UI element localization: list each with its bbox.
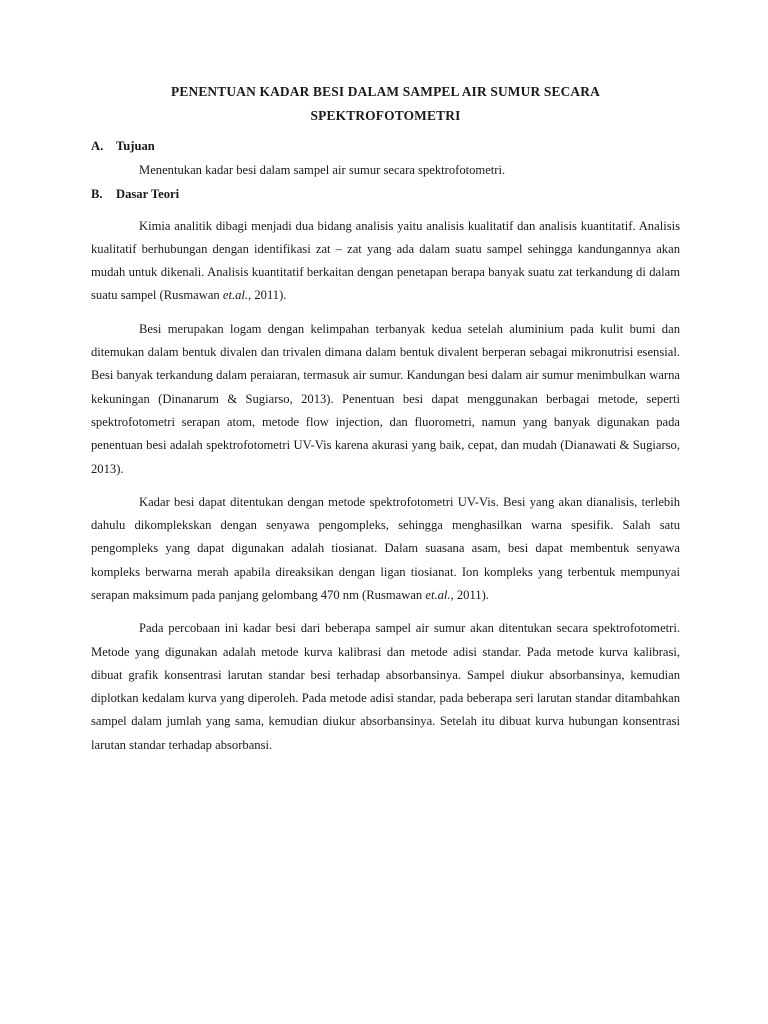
tujuan-body-text: Menentukan kadar besi dalam sampel air sumur secara spektrofotometri.: [139, 162, 506, 177]
paragraph-text-part-1: Kadar besi dapat ditentukan dengan metode spektrofotometri UV-Vis. Besi yang akan dianalisis, terlebih dahulu dikomplekskan dengan senyawa pengompleks, sehingga menghasilkan warna spesifik. Salah satu pengompleks yang dapat digunakan adalah tiosianat. Dalam suasana asam, besi dapat membentuk senyawa kompleks berwarna merah apabila direaksikan dengan ligan tiosianat. Ion kompleks yang terbentuk mempunyai serapan maksimum pada panjang gelombang 470 nm (Rusmawan: [91, 494, 680, 602]
section-label-dasar-teori: Dasar Teori: [116, 186, 180, 201]
paragraph-text-part-1: Kimia analitik dibagi menjadi dua bidang analisis yaitu analisis kualitatif dan analisis kuantitatif. Analisis kualitatif berhubungan dengan identifikasi zat – zat yang ada dalam suatu sampel sehingga kandungannya akan mudah untuk dikenali. Analisis kuantitatif berkaitan dengan penetapan berapa banyak suatu zat terkandung di dalam suatu sampel (Rusmawan: [91, 218, 680, 303]
document-content: [91, 80, 680, 757]
paragraph-besi-logam: Besi merupakan logam dengan kelimpahan terbanyak kedua setelah aluminium pada kulit bumi dan ditemukan dalam bentuk divalen dan trivalen dimana dalam bentuk divalent berperan sebagai mikronutrisi esensial. Besi banyak terkandung dalam peraiaran, termasuk air sumur. Kandungan besi dalam air sumur menimbulkan warna kekuningan (Dinanarum & Sugiarso, 2013). Penentuan besi dapat menggunakan berbagai metode, seperti spektrofotometri serapan atom, metode flow injection, dan fluorometri, namun yang banyak digunakan pada penentuan besi adalah spektrofotometri UV-Vis karena akurasi yang baik, cepat, dan mudah (Dianawati & Sugiarso, 2013).: [91, 321, 680, 476]
paragraph-text-part-2: 2011).: [251, 288, 287, 303]
page-title: [91, 80, 680, 129]
citation-et-al: et.al.,: [222, 288, 252, 303]
paragraph-percobaan: Pada percobaan ini kadar besi dari beberapa sampel air sumur akan ditentukan secara spektrofotometri. Metode yang digunakan adalah metode kurva kalibrasi dan metode adisi standar. Pada metode kurva kalibrasi, dibuat grafik konsentrasi larutan standar besi terhadap absorbansinya. Sampel diukur absorbansinya, kemudian diplotkan kedalam kurva yang diperoleh. Pada metode adisi standar, pada beberapa seri larutan standar ditambahkan sampel dalam jumlah yang sama, kemudian diukur absorbansinya. Setelah itu dibuat kurva hubungan konsentrasi larutan standar terhadap absorbansi.: [91, 621, 680, 752]
section-marker-b: B.: [91, 186, 103, 201]
section-heading-dasar-teori: [91, 183, 680, 207]
section-label-tujuan: Tujuan: [116, 138, 155, 153]
paragraph-text-part-2: 2011).: [453, 588, 489, 602]
paragraph-kadar-besi: [91, 491, 680, 607]
page-title-line-1: PENENTUAN KADAR BESI DALAM SAMPEL AIR SUMUR SECARA: [171, 84, 600, 99]
section-marker-a: A.: [91, 138, 104, 153]
page-title-line-2: SPEKTROFOTOMETRI: [310, 108, 461, 124]
paragraph-kimia-analitik: [91, 215, 680, 308]
citation-et-al: et.al.,: [425, 588, 454, 602]
section-heading-tujuan: [91, 135, 680, 159]
